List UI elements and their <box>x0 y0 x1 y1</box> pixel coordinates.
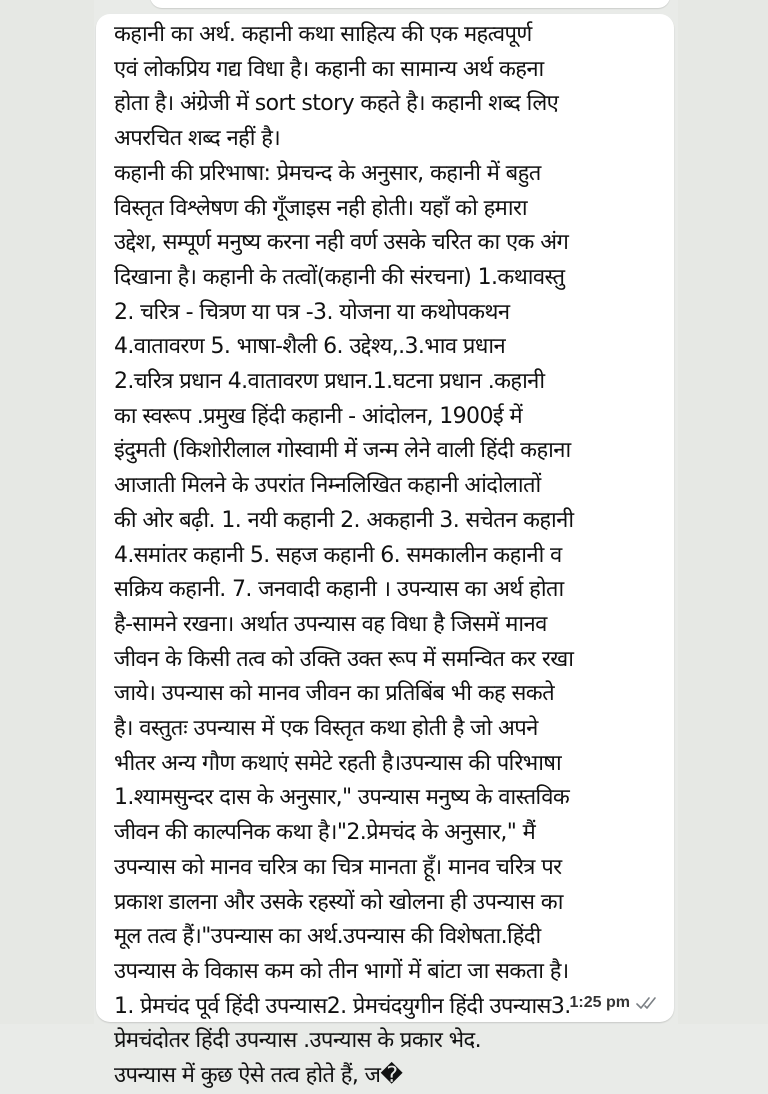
message-line: 1.श्यामसुन्दर दास के अनुसार," उपन्यास मनुष्य के वास्तविक <box>114 785 570 811</box>
message-line: की ओर बढ़ी. 1. नयी कहानी 2. अकहानी 3. सचेतन कहानी <box>114 507 574 533</box>
message-line: इंदुमती (किशोरीलाल गोस्वामी में जन्म लेने वाली हिंदी कहाना <box>114 438 571 464</box>
message-text <box>114 18 662 1094</box>
message-line: दिखाना है। कहानी के तत्वों(कहानी की संरचना) 1.कथावस्तु <box>114 264 565 290</box>
message-line: 1. प्रेमचंद पूर्व हिंदी उपन्यास2. प्रेमचंदयुगीन हिंदी उपन्यास3. <box>114 993 571 1019</box>
message-line: सक्रिय कहानी. 7. जनवादी कहानी । उपन्यास का अर्थ होता <box>114 577 564 603</box>
message-time: 1:25 pm <box>569 994 630 1011</box>
previous-message-bubble[interactable] <box>150 0 670 8</box>
message-line: एवं लोकप्रिय गद्य विधा है। कहानी का सामान्य अर्थ कहना <box>114 56 544 82</box>
message-line: भीतर अन्य गौण कथाएं समेटे रहती है।उपन्यास की परिभाषा <box>114 750 562 776</box>
message-line: 2. चरित्र - चित्रण या पत्र -3. योजना या कथोपकथन <box>114 299 510 325</box>
message-line: प्रकाश डालना और उसके रहस्यों को खोलना ही उपन्यास का <box>114 889 563 915</box>
message-line: कहानी का अर्थ. कहानी कथा साहित्य की एक महत्वपूर्ण <box>114 22 532 47</box>
message-line: 2.चरित्र प्रधान 4.वातावरण प्रधान.1.घटना प्रधान .कहानी <box>114 369 545 395</box>
chat-right-margin <box>678 0 768 1024</box>
message-line: जाये। उपन्यास को मानव जीवन का प्रतिबिंब भी कह सकते <box>114 681 555 707</box>
message-line: का स्वरूप .प्रमुख हिंदी कहानी - आंदोलन, 1900ई में <box>114 403 522 429</box>
chat-left-margin <box>0 0 94 1024</box>
message-line: कहानी की प्ररिभाषा: प्रेमचन्द के अनुसार, कहानी में बहुत <box>114 160 541 186</box>
message-line: मूल तत्व हैं।"उपन्यास का अर्थ.उपन्यास की विशेषता.हिंदी <box>114 924 541 950</box>
message-line: जीवन की काल्पनिक कथा है।"2.प्रेमचंद के अनुसार," मैं <box>114 820 536 846</box>
message-line: उद्देश, सम्पूर्ण मनुष्य करना नही वर्ण उसके चरित का एक अंग <box>114 230 569 256</box>
message-line: प्रेमचंदोतर हिंदी उपन्यास .उपन्यास के प्रकार भेद. <box>114 1028 481 1054</box>
message-line: अपरचित शब्द नहीं है। <box>114 126 281 152</box>
message-line: होता है। अंग्रेजी में sort story कहते है। कहानी शब्द लिए <box>114 91 559 117</box>
message-line: 4.समांतर कहानी 5. सहज कहानी 6. समकालीन कहानी व <box>114 542 562 568</box>
message-line: 4.वातावरण 5. भाषा-शैली 6. उद्देश्य,.3.भाव प्रधान <box>114 334 506 360</box>
message-line: आजाती मिलने के उपरांत निम्नलिखित कहानी आंदोलातों <box>114 473 541 499</box>
message-meta <box>570 994 660 1012</box>
message-line: विस्तृत विश्लेषण की गूँजाइस नही होती। यहाँ को हमारा <box>114 195 528 221</box>
message-line: उपन्यास में कुछ ऐसे तत्व होते हैं, ज� <box>114 1063 403 1089</box>
message-line: है। वस्तुतः उपन्यास में एक विस्तृत कथा होती है जो अपने <box>114 716 538 742</box>
message-line: है-सामने रखना। अर्थात उपन्यास वह विधा है जिसमें मानव <box>114 611 547 637</box>
message-line: उपन्यास के विकास कम को तीन भागों में बांटा जा सकता है। <box>114 958 569 984</box>
message-line: उपन्यास को मानव चरित्र का चित्र मानता हूँ। मानव चरित्र पर <box>114 854 562 880</box>
double-check-icon <box>636 996 660 1010</box>
message-line: जीवन के किसी तत्व को उक्ति उक्त रूप में समन्वित कर रखा <box>114 646 574 672</box>
message-bubble[interactable] <box>96 14 674 1089</box>
